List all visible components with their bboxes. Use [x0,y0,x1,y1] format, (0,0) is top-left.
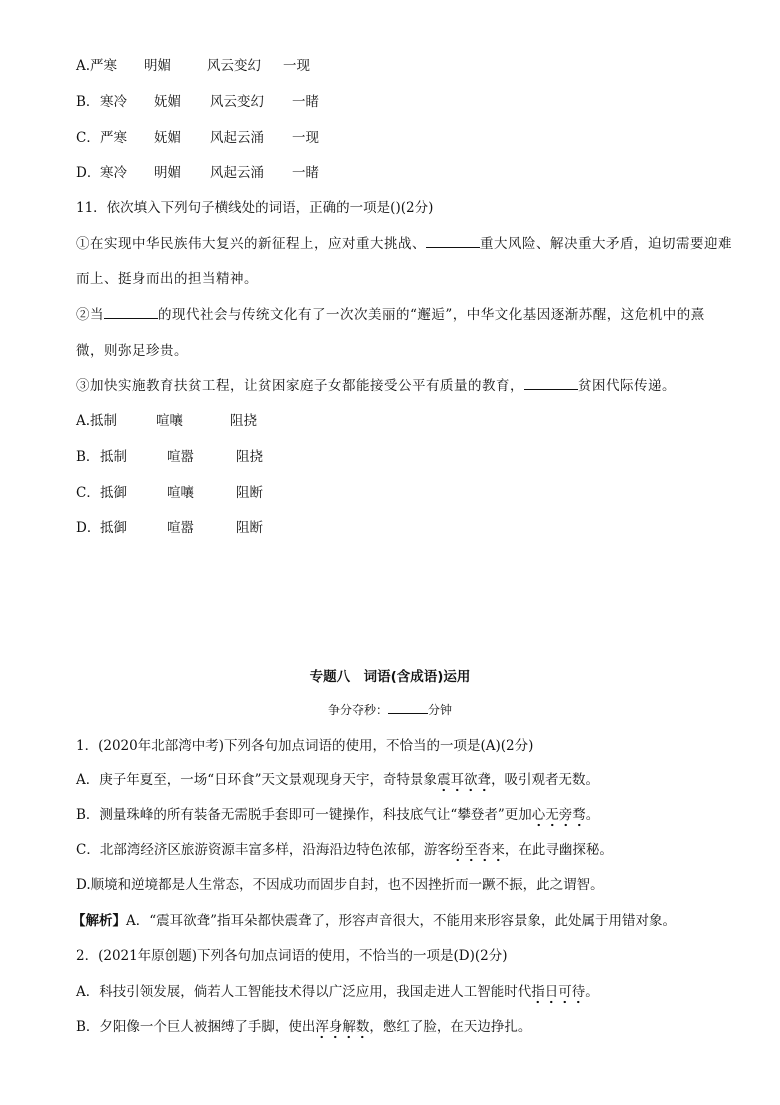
q1-option-a: A．庚子年夏至，一场“日环食”天文景观现身天宇，奇特景象震耳欲聋，吸引观者无数。 [76,771,599,789]
q2-option-b: B．夕阳像一个巨人被捆缚了手脚，使出浑身解数，憋红了脸，在天边挣扎。 [76,1018,531,1036]
q11-sentence-2-cont: 微，则弥足珍贵。 [76,343,188,359]
q1-stem: 1．(2020年北部湾中考)下列各句加点词语的使用，不恰当的一项是(A)(2分) [76,738,534,754]
q11-sentence-2: ②当 的现代社会与传统文化有了一次次美丽的“邂逅”，中华文化基因逐渐苏醒，这危机中的熹 [76,307,705,323]
q2-stem: 2．(2021年原创题)下列各句加点词语的使用，不恰当的一项是(D)(2分) [76,948,508,964]
q1-option-b: B．测量珠峰的所有装备无需脱手套即可一键操作，科技底气让“攀登者”更加心无旁骛。 [76,806,599,824]
q10-option-d: D．寒冷 明媚 风起云涌 一睹 [76,165,319,181]
q11-sentence-3: ③加快实施教育扶贫工程，让贫困家庭子女都能接受公平有质量的教育， 贫困代际传递。 [76,378,676,394]
dotted-phrase: 浑身解数 [315,1019,369,1039]
section-title: 专题八 词语(含成语)运用 [309,669,471,685]
q11-option-b: B．抵制 喧嚣 阻挠 [76,449,263,465]
blank-2 [104,318,158,319]
q11-option-d: D．抵御 喧嚣 阻断 [76,520,263,536]
q11-option-a: A.抵制 喧嚷 阻挠 [76,413,257,429]
q10-option-a: A.严寒 明媚 风云变幻 一现 [76,58,310,74]
blank-1 [426,247,480,248]
q11-sentence-1-cont: 而上、挺身而出的担当精神。 [76,271,258,287]
blank-3 [524,389,578,390]
timer-line: 争分夺秒： 分钟 [327,703,453,717]
timer-blank [388,713,428,714]
q1-option-d: D.顺境和逆境都是人生常态，不因成功而固步自封，也不因挫折而一蹶不振，此之谓智。 [76,877,604,893]
dotted-phrase: 指日可待 [531,984,585,1004]
dotted-phrase: 纷至沓来 [451,842,505,862]
q11-option-c: C．抵御 喧嚷 阻断 [76,485,263,501]
q10-option-b: B．寒冷 妩媚 风云变幻 一睹 [76,94,319,110]
q10-option-c: C．严寒 妩媚 风起云涌 一现 [76,130,319,146]
dotted-phrase: 心无旁骛 [532,807,586,827]
dotted-phrase: 震耳欲聋 [437,772,491,792]
q1-option-c: C．北部湾经济区旅游资源丰富多样，沿海沿边特色浓郁，游客纷至沓来，在此寻幽探秘。 [76,841,613,859]
q11-sentence-1: ①在实现中华民族伟大复兴的新征程上，应对重大挑战、 重大风险、解决重大矛盾，迫切需要迎难 [76,236,732,252]
q2-option-a: A．科技引领发展，倘若人工智能技术得以广泛应用，我国走进人工智能时代指日可待。 [76,983,599,1001]
q11-stem: 11．依次填入下列句子横线处的词语，正确的一项是()(2分) [76,200,434,216]
q1-analysis: 【解析】A．“震耳欲聋”指耳朵都快震聋了，形容声音很大，不能用来形容景象，此处属于用错对象。 [72,913,677,929]
